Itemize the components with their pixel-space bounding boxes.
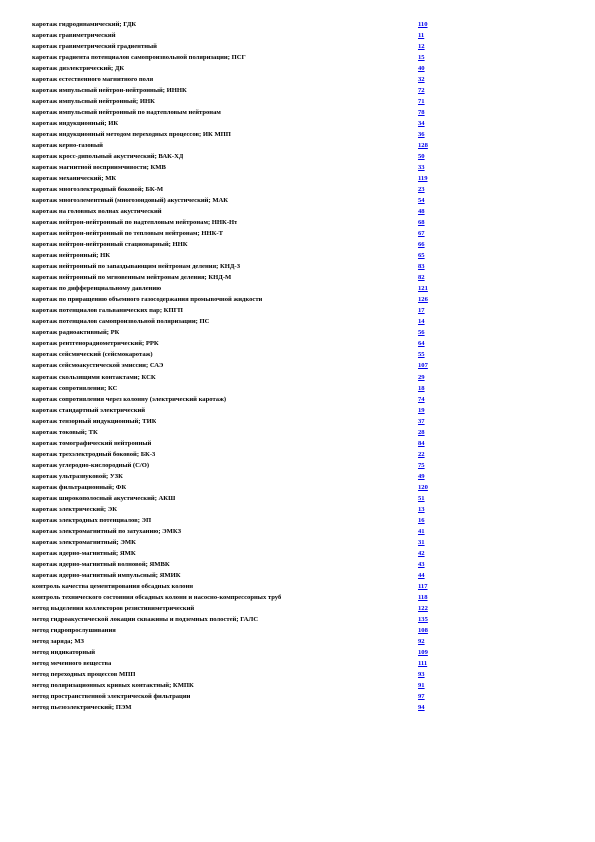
- index-entry: [32, 636, 462, 647]
- index-term: контроль качества цементирования обсадных колонн: [32, 582, 194, 590]
- index-entry: [32, 228, 462, 239]
- index-page-link[interactable]: 14: [418, 318, 425, 326]
- index-page-link[interactable]: 93: [418, 670, 425, 678]
- index-entry: [32, 669, 462, 680]
- index-page-link[interactable]: 23: [418, 186, 425, 194]
- index-term: каротаж гидродинамический; ГДК: [32, 21, 137, 28]
- index-entry: [32, 30, 462, 41]
- index-page-link[interactable]: 56: [418, 329, 425, 337]
- index-page-link[interactable]: 34: [418, 120, 425, 128]
- index-entry: [32, 658, 462, 669]
- index-term: каротаж сопротивления; КС: [32, 384, 118, 392]
- index-page-link[interactable]: 49: [418, 472, 425, 480]
- index-term: каротаж электрический; ЭК: [32, 505, 118, 513]
- index-term: каротаж многоэлектродный боковой; БК-М: [32, 186, 164, 194]
- index-page-link[interactable]: 40: [418, 65, 425, 73]
- index-entry: [32, 526, 462, 537]
- index-term: каротаж по приращению объемного газосодержания промывочной жидкости: [32, 296, 263, 304]
- index-page-link[interactable]: 44: [418, 571, 425, 579]
- index-page-link[interactable]: 82: [418, 274, 425, 282]
- index-term: каротаж электромагнитный по затуханию; ЭМКЗ: [32, 527, 182, 535]
- index-entry: [32, 614, 462, 625]
- index-page-link[interactable]: 78: [418, 109, 425, 117]
- index-term: каротаж томографический нейтронный: [32, 439, 152, 447]
- index-entry: [32, 52, 462, 63]
- index-term: каротаж ядерно-магнитный волновой; ЯМВК: [32, 560, 170, 568]
- index-page-link[interactable]: 71: [418, 98, 425, 106]
- index-term: метод гидроакустической локации скважины и подземных полостей; ГАЛС: [32, 615, 259, 623]
- index-entry: [32, 493, 462, 504]
- index-entry: [32, 74, 462, 85]
- index-entry: [32, 570, 462, 581]
- index-page-link[interactable]: 22: [418, 450, 425, 458]
- index-entry: [32, 515, 462, 526]
- index-entry: [32, 250, 462, 261]
- index-term: каротаж кросс-дипольный акустический; ВАК-ХД: [32, 153, 184, 161]
- index-entry: [32, 702, 462, 713]
- index-page-link[interactable]: 107: [418, 362, 428, 370]
- index-term: каротаж фильтрационный; ФК: [32, 483, 127, 491]
- index-page-link[interactable]: 84: [418, 439, 425, 447]
- index-term: каротаж индукционный методом переходных процессов; ИК МПП: [32, 131, 231, 139]
- index-term: каротаж керно-газовый: [32, 142, 103, 150]
- index-entry: [32, 41, 462, 52]
- index-entry: [32, 129, 462, 140]
- index-entry: [32, 151, 462, 162]
- index-page-link[interactable]: 108: [418, 626, 428, 634]
- index-term: каротаж потенциалов гальванических пар; КПГП: [32, 307, 183, 315]
- index-entry: [32, 173, 462, 184]
- index-page-link[interactable]: 54: [418, 197, 425, 205]
- index-term: каротаж градиента потенциалов самопроизвольной поляризации; ПСГ: [32, 54, 246, 62]
- index-term: каротаж ядерно-магнитный; ЯМК: [32, 549, 136, 557]
- index-entry: [32, 327, 462, 338]
- index-entry: [32, 372, 462, 383]
- index-entry: [32, 559, 462, 570]
- index-page-link[interactable]: 19: [418, 406, 425, 414]
- index-term: каротаж трехэлектродный боковой; БК-3: [32, 450, 156, 458]
- index-term: каротаж гравиметрический: [32, 32, 116, 40]
- index-entry: [32, 449, 462, 460]
- index-term: каротаж на головных волнах акустический: [32, 208, 162, 216]
- index-page-link[interactable]: 48: [418, 208, 425, 216]
- index-entry: [32, 19, 462, 30]
- index-entry: [32, 63, 462, 74]
- index-term: каротаж нейтрон-нейтронный по надтепловым нейтронам; ННК-Нт: [32, 219, 238, 227]
- index-page-link[interactable]: 97: [418, 692, 425, 700]
- index-term: каротаж тензорный индукционный; ТИК: [32, 417, 157, 425]
- index-entry: [32, 460, 462, 471]
- index-entry: [32, 96, 462, 107]
- index-term: метод поляризационных кривых контактный; КМПК: [32, 681, 194, 689]
- index-term: метод меченного вещества: [32, 659, 112, 667]
- index-term: каротаж радиоактивный; РК: [32, 329, 120, 337]
- index-page-link[interactable]: 41: [418, 527, 425, 535]
- index-page-link[interactable]: 91: [418, 681, 425, 689]
- index-entry: [32, 338, 462, 349]
- index-term: каротаж широкополосный акустический; АКШ: [32, 494, 176, 502]
- index-entry: [32, 283, 462, 294]
- index-entry: [32, 548, 462, 559]
- index-entry: [32, 349, 462, 360]
- index-page-link[interactable]: 12: [418, 43, 425, 51]
- index-page-link[interactable]: 75: [418, 461, 425, 469]
- index-page-link[interactable]: 68: [418, 219, 425, 227]
- index-term: каротаж импульсный нейтрон-нейтронный; ИННК: [32, 87, 187, 95]
- index-entry: [32, 471, 462, 482]
- index-entry: [32, 140, 462, 151]
- index-term: каротаж нейтронный по мгновенным нейтронам деления; КНД-М: [32, 274, 232, 282]
- index-page-link[interactable]: 94: [418, 703, 425, 711]
- index-entry: [32, 294, 462, 305]
- index-page-link[interactable]: 13: [418, 505, 425, 513]
- index-term: каротаж многоэлементный (многозондовый) акустический; МАК: [32, 197, 229, 205]
- index-page-link[interactable]: 83: [418, 263, 425, 271]
- index-entry: [32, 416, 462, 427]
- index-entry: [32, 118, 462, 129]
- index-term: каротаж магнитной восприимчивости; КМВ: [32, 164, 166, 172]
- index-entry: [32, 239, 462, 250]
- index-term: каротаж электромагнитный; ЭМК: [32, 538, 136, 546]
- index-entry: [32, 383, 462, 394]
- index-term: каротаж электродных потенциалов; ЭП: [32, 516, 152, 524]
- index-entry: [32, 206, 462, 217]
- index-page-link[interactable]: 111: [418, 659, 428, 667]
- index-term: каротаж по дифференциальному давлению: [32, 285, 162, 293]
- index-term: каротаж естественного магнитного поля: [32, 76, 154, 84]
- index-page-link[interactable]: 121: [418, 285, 428, 293]
- index-entry: [32, 691, 462, 702]
- index-page-link[interactable]: 32: [418, 76, 425, 84]
- index-entry: [32, 427, 462, 438]
- index-term: метод выделения коллекторов резистивиметрический: [32, 604, 195, 612]
- index-page-link[interactable]: 118: [418, 593, 428, 601]
- index-page-link[interactable]: 122: [418, 604, 428, 612]
- index-page-link[interactable]: 72: [418, 87, 425, 95]
- index-page-link[interactable]: 36: [418, 131, 425, 139]
- index-page-link[interactable]: 51: [418, 494, 425, 502]
- index-term: каротаж стандартный электрический: [32, 406, 146, 414]
- index-page-link[interactable]: 120: [418, 483, 428, 491]
- index-term: каротаж нейтронный; НК: [32, 252, 111, 260]
- index-term: каротаж индукционный; ИК: [32, 120, 119, 128]
- index-entry: [32, 195, 462, 206]
- index-term: каротаж механический; МК: [32, 175, 117, 183]
- index-page-link[interactable]: 18: [418, 384, 425, 392]
- index-entry: [32, 581, 462, 592]
- index-term: метод гидропрослушивания: [32, 626, 116, 634]
- index-page-link[interactable]: 67: [418, 230, 425, 238]
- index-page-link[interactable]: 117: [418, 582, 428, 590]
- index-entry: [32, 680, 462, 691]
- index-term: метод пространственной электрической фильтрации: [32, 692, 191, 700]
- index-term: каротаж токовый; ТК: [32, 428, 98, 436]
- index-entry: [32, 438, 462, 449]
- index-page-link[interactable]: 65: [418, 252, 425, 260]
- index-entry: [32, 107, 462, 118]
- index-page-link[interactable]: 92: [418, 637, 425, 645]
- index-entry: [32, 647, 462, 658]
- index-page-link[interactable]: 55: [418, 351, 425, 359]
- index-page-link[interactable]: 128: [418, 142, 428, 150]
- index-page-link[interactable]: 28: [418, 428, 425, 436]
- index-page-link[interactable]: 16: [418, 516, 425, 524]
- index-term: метод переходных процессов МПП: [32, 670, 136, 678]
- index-term: каротаж ультразвуковой; УЗК: [32, 472, 123, 480]
- index-term: каротаж потенциалов самопроизвольной поляризации; ПС: [32, 318, 210, 326]
- index-page-link[interactable]: 43: [418, 560, 425, 568]
- index-page-link[interactable]: 109: [418, 648, 428, 656]
- index-entry: [32, 217, 462, 228]
- index-page-link[interactable]: 50: [418, 153, 425, 161]
- index-page-link[interactable]: 11: [418, 32, 425, 40]
- index-entry: [32, 261, 462, 272]
- index-entry: [32, 625, 462, 636]
- index-entry: [32, 162, 462, 173]
- index-entry: [32, 504, 462, 515]
- index-term: каротаж нейтрон-нейтронный по тепловым нейтронам; ННК-Т: [32, 230, 223, 238]
- index-list: [32, 19, 462, 713]
- index-page-link[interactable]: 17: [418, 307, 425, 315]
- index-term: каротаж рентгенорадиометрический; РРК: [32, 340, 159, 348]
- index-page-link[interactable]: 119: [418, 175, 428, 183]
- index-term: каротаж гравиметрический градиентный: [32, 43, 157, 51]
- index-term: каротаж импульсный нейтронный по надтепловым нейтронам: [32, 109, 221, 117]
- index-entry: [32, 592, 462, 603]
- index-page-link[interactable]: 74: [418, 395, 425, 403]
- index-term: метод заряда; МЗ: [32, 637, 85, 645]
- index-page-link[interactable]: 64: [418, 340, 425, 348]
- index-page-link[interactable]: 42: [418, 549, 425, 557]
- index-entry: [32, 305, 462, 316]
- index-entry: [32, 603, 462, 614]
- index-entry: [32, 394, 462, 405]
- index-entry: [32, 85, 462, 96]
- index-entry: [32, 537, 462, 548]
- index-entry: [32, 316, 462, 327]
- index-entry: [32, 184, 462, 195]
- index-term: каротаж углеродно-кислородный (С/О): [32, 461, 150, 469]
- index-entry: [32, 272, 462, 283]
- index-term: метод пьезоэлектрический; ПЭМ: [32, 703, 132, 711]
- index-term: каротаж диэлектрический; ДК: [32, 65, 125, 73]
- index-term: каротаж сейсмический (сейсмокаротаж): [32, 351, 153, 359]
- index-entry: [32, 482, 462, 493]
- index-term: каротаж нейтрон-нейтронный стационарный; ННК: [32, 241, 188, 249]
- index-page-link[interactable]: 31: [418, 538, 425, 546]
- index-term: метод индикаторный: [32, 648, 96, 656]
- index-page-link[interactable]: 135: [418, 615, 428, 623]
- index-term: каротаж импульсный нейтронный; ИНК: [32, 98, 155, 106]
- index-page-link[interactable]: 15: [418, 54, 425, 62]
- index-term: каротаж скользящими контактами; КСК: [32, 373, 156, 381]
- index-page-link[interactable]: 33: [418, 164, 425, 172]
- index-term: контроль технического состояния обсадных колонн и насосно-компрессорных труб: [32, 593, 282, 601]
- index-term: каротаж ядерно-магнитный импульсный; ЯМИК: [32, 571, 181, 579]
- index-page-link[interactable]: 37: [418, 417, 425, 425]
- index-entry: [32, 360, 462, 371]
- index-page-link[interactable]: 29: [418, 373, 425, 381]
- index-term: каротаж сейсмоакустической эмиссии; САЭ: [32, 362, 164, 370]
- index-page-link[interactable]: 66: [418, 241, 425, 249]
- index-page-link[interactable]: 126: [418, 296, 428, 304]
- index-entry: [32, 405, 462, 416]
- index-term: каротаж сопротивления через колонну (электрический каротаж): [32, 395, 227, 403]
- index-term: каротаж нейтронный по запаздывающим нейтронам деления; КНД-З: [32, 263, 241, 271]
- index-page-link[interactable]: 110: [418, 21, 428, 28]
